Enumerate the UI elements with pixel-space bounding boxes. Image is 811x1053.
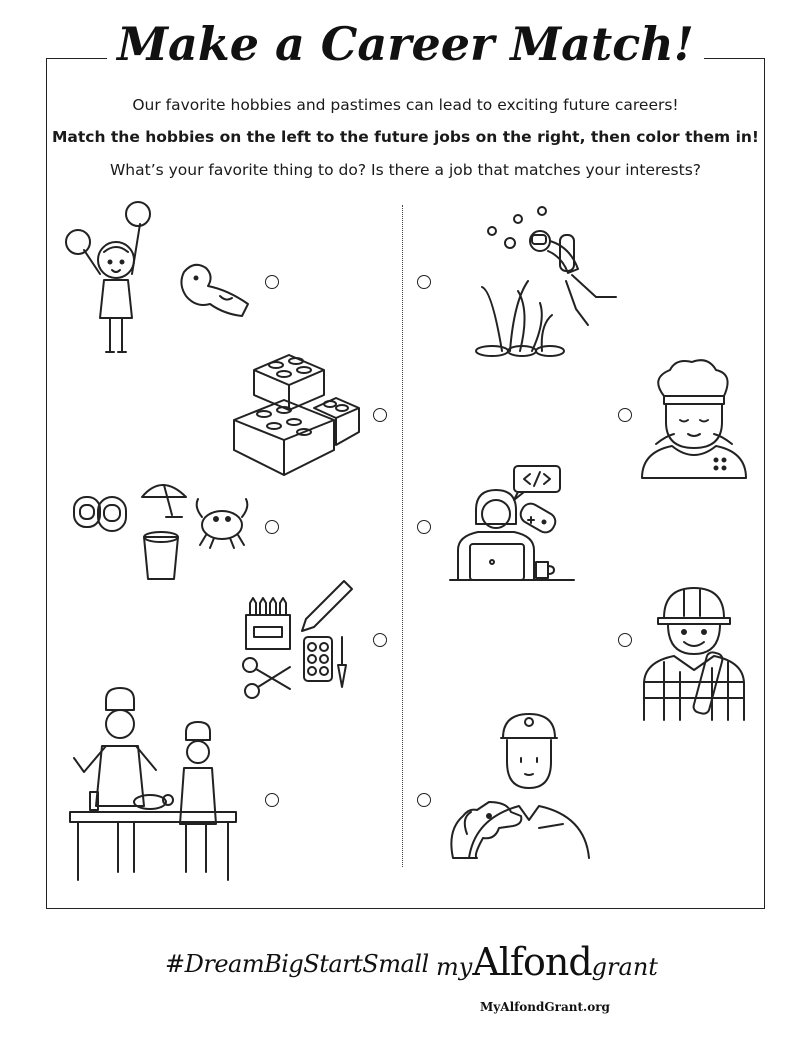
website-url[interactable]: MyAlfondGrant.org — [480, 1000, 610, 1014]
scuba-diver-icon — [462, 205, 627, 360]
career-4-match-dot[interactable] — [618, 633, 632, 647]
hobby-4-match-dot[interactable] — [373, 633, 387, 647]
hobby-1-match-dot[interactable] — [265, 275, 279, 289]
hashtag: #DreamBigStartSmall — [165, 950, 429, 978]
logo-my: my — [436, 953, 473, 981]
career-2-match-dot[interactable] — [618, 408, 632, 422]
hobby-5-match-dot[interactable] — [265, 793, 279, 807]
intro-line-3: What’s your favorite thing to do? Is there a job that matches your interests? — [109, 161, 702, 179]
beach-items-icon — [72, 475, 252, 585]
title-text: Make a Career Match! — [107, 17, 704, 71]
career-1-match-dot[interactable] — [417, 275, 431, 289]
chef-icon — [636, 360, 746, 480]
logo-alfond: Alfond — [472, 940, 592, 984]
career-3-match-dot[interactable] — [417, 520, 431, 534]
veterinarian-icon — [445, 710, 600, 860]
engineer-icon — [640, 582, 750, 722]
logo-grant: grant — [591, 953, 658, 981]
intro-line-1: Our favorite hobbies and pastimes can lead to exciting future careers! — [132, 96, 679, 114]
girl-with-pompoms-and-dog-icon — [60, 200, 260, 365]
alfond-logo — [436, 940, 658, 984]
hobby-2-match-dot[interactable] — [373, 408, 387, 422]
game-developer-icon — [448, 462, 576, 587]
instructions-line: Match the hobbies on the left to the future jobs on the right, then color them in! — [51, 128, 759, 146]
hobby-3-match-dot[interactable] — [265, 520, 279, 534]
center-divider — [402, 205, 403, 867]
family-baking-icon — [66, 686, 241, 886]
toy-bricks-icon — [234, 350, 364, 480]
career-5-match-dot[interactable] — [417, 793, 431, 807]
art-supplies-icon — [240, 575, 358, 705]
page-title — [0, 12, 811, 76]
